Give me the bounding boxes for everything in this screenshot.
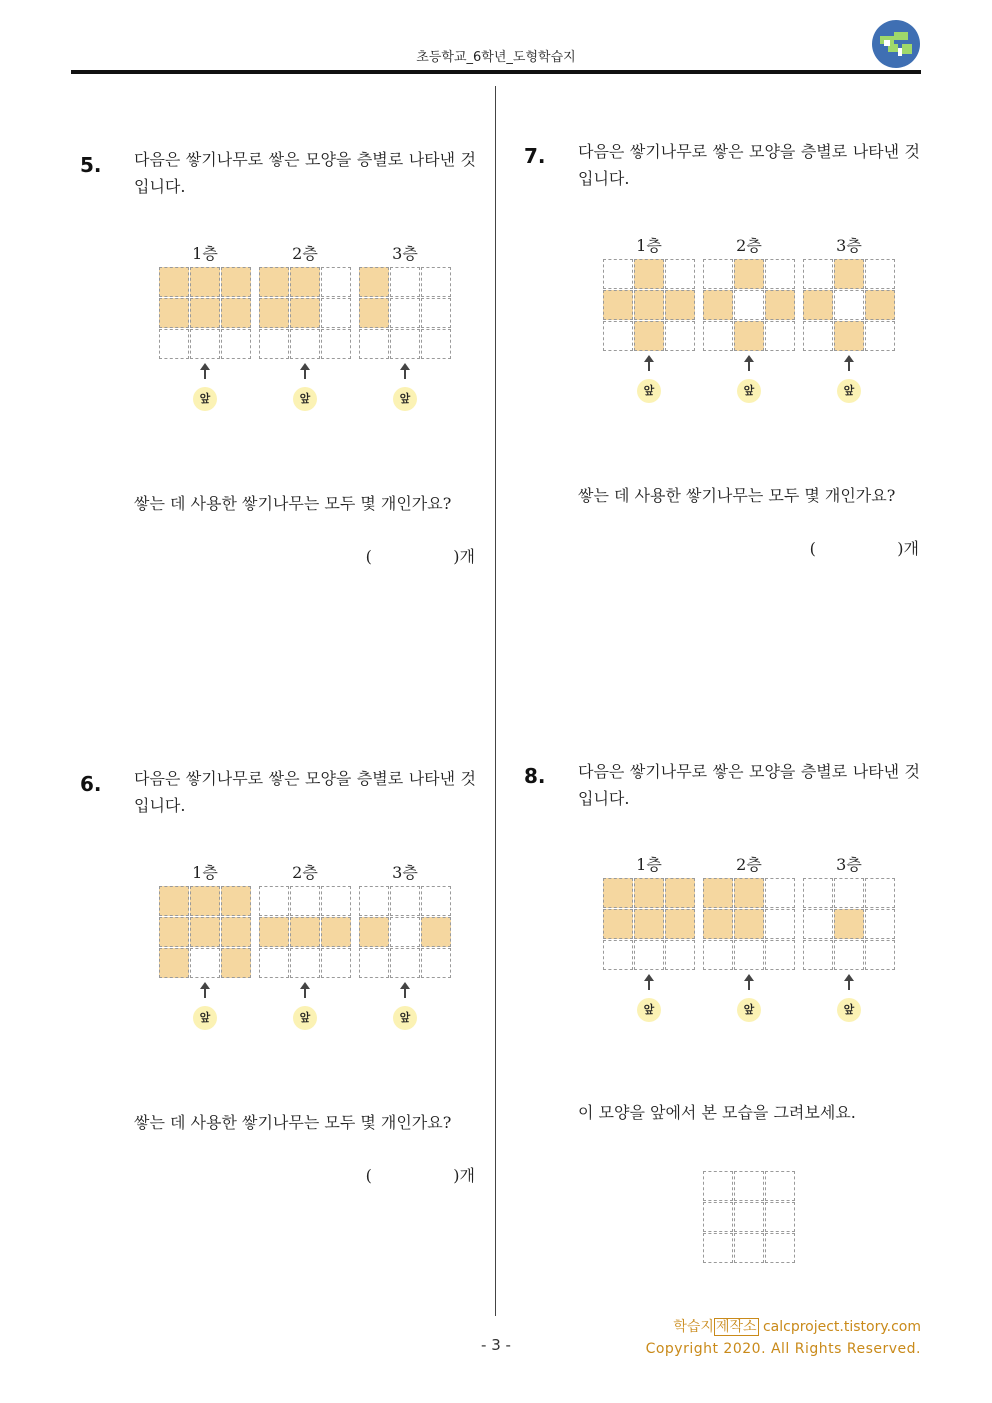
arrow-up-icon [204,367,206,379]
header-divider [71,70,921,74]
filled-cell [665,909,695,939]
filled-cell [259,267,289,297]
filled-cell [290,917,320,947]
empty-cell [321,886,351,916]
filled-cell [603,909,633,939]
empty-cell [834,290,864,320]
empty-cell [803,878,833,908]
empty-cell [259,948,289,978]
filled-cell [221,917,251,947]
filled-cell [634,259,664,289]
footer-brand [673,1316,921,1336]
empty-cell [290,948,320,978]
empty-cell [603,940,633,970]
answer-blank[interactable]: ( )개 [365,1166,475,1185]
empty-cell [665,940,695,970]
empty-cell [359,329,389,359]
filled-cell [321,917,351,947]
empty-cell [390,886,420,916]
layer-grid [703,259,795,351]
brand-boxed: 제작소 [715,1319,757,1335]
filled-cell [634,321,664,351]
filled-cell [159,298,189,328]
filled-cell [865,290,895,320]
empty-cell [834,878,864,908]
front-badge: 앞 [637,998,661,1022]
empty-cell [390,298,420,328]
brand-prefix: 학습지 [673,1319,714,1335]
layer-grid [703,878,795,970]
filled-cell [665,878,695,908]
filled-cell [634,909,664,939]
empty-cell [734,940,764,970]
filled-cell [634,878,664,908]
front-badge: 앞 [637,379,661,403]
empty-cell [765,878,795,908]
empty-cell [665,321,695,351]
arrow-up-icon [304,986,306,998]
question-text: 쌓는 데 사용한 쌓기나무는 모두 몇 개인가요? [578,486,896,505]
filled-cell [259,298,289,328]
header-title: 초등학교_6학년_도형학습지 [416,50,576,65]
question-text: 이 모양을 앞에서 본 모습을 그려보세요. [578,1103,856,1122]
front-badge: 앞 [293,387,317,411]
filled-cell [703,909,733,939]
filled-cell [221,298,251,328]
filled-cell [734,878,764,908]
empty-cell [803,259,833,289]
empty-cell [834,940,864,970]
empty-cell [421,886,451,916]
empty-cell [359,886,389,916]
filled-cell [421,917,451,947]
filled-cell [803,290,833,320]
layer-label: 3층 [392,244,418,263]
empty-cell [321,267,351,297]
layer-grid [159,267,251,359]
arrow-up-icon [204,986,206,998]
answer-blank[interactable]: ( )개 [809,539,919,558]
empty-cell [703,321,733,351]
empty-cell [359,948,389,978]
layer-label: 1층 [192,244,218,263]
filled-cell [765,290,795,320]
front-badge: 앞 [837,998,861,1022]
empty-cell [390,917,420,947]
empty-cell [765,1171,795,1201]
empty-cell [290,329,320,359]
layer-label: 1층 [192,863,218,882]
layer-label: 2층 [292,244,318,263]
layer-label: 3층 [836,236,862,255]
filled-cell [159,267,189,297]
problem-number: 7. [524,144,546,168]
empty-cell [421,948,451,978]
front-badge: 앞 [393,387,417,411]
filled-cell [703,878,733,908]
filled-cell [359,267,389,297]
layer-grid [703,1171,795,1263]
filled-cell [834,321,864,351]
layer-grid [259,267,351,359]
filled-cell [190,298,220,328]
layer-grid [259,886,351,978]
question-text: 쌓는 데 사용한 쌓기나무는 모두 몇 개인가요? [134,1113,452,1132]
empty-cell [703,259,733,289]
problem-text: 다음은 쌓기나무로 쌓은 모양을 층별로 나타낸 것입니다. [134,150,476,196]
empty-cell [865,321,895,351]
empty-cell [765,1233,795,1263]
front-badge: 앞 [393,1006,417,1030]
page-number: - 3 - [481,1336,511,1354]
empty-cell [421,267,451,297]
empty-cell [703,940,733,970]
empty-cell [765,909,795,939]
filled-cell [603,878,633,908]
filled-cell [259,917,289,947]
empty-cell [865,909,895,939]
arrow-up-icon [304,367,306,379]
empty-cell [865,878,895,908]
empty-cell [603,321,633,351]
layer-grid [803,878,895,970]
empty-cell [321,298,351,328]
filled-cell [159,948,189,978]
arrow-up-icon [648,359,650,371]
layer-label: 1층 [636,855,662,874]
empty-cell [734,1233,764,1263]
empty-cell [803,909,833,939]
filled-cell [190,886,220,916]
filled-cell [290,267,320,297]
filled-cell [734,321,764,351]
front-badge: 앞 [837,379,861,403]
problem-number: 5. [80,153,102,177]
front-badge: 앞 [737,379,761,403]
empty-cell [190,948,220,978]
empty-cell [734,1202,764,1232]
filled-cell [190,917,220,947]
layer-label: 3층 [836,855,862,874]
filled-cell [159,917,189,947]
arrow-up-icon [748,978,750,990]
problem-text: 다음은 쌓기나무로 쌓은 모양을 층별로 나타낸 것입니다. [134,769,476,815]
filled-cell [734,259,764,289]
layer-grid [603,259,695,351]
filled-cell [159,886,189,916]
front-badge: 앞 [293,1006,317,1030]
layer-label: 2층 [736,236,762,255]
question-text: 쌓는 데 사용한 쌓기나무는 모두 몇 개인가요? [134,494,452,513]
filled-cell [359,917,389,947]
empty-cell [703,1202,733,1232]
empty-cell [765,1202,795,1232]
filled-cell [190,267,220,297]
empty-cell [390,948,420,978]
answer-blank[interactable]: ( )개 [365,547,475,566]
empty-cell [421,298,451,328]
brand-url: calcproject.tistory.com [758,1319,921,1335]
arrow-up-icon [404,986,406,998]
filled-cell [703,290,733,320]
filled-cell [359,298,389,328]
filled-cell [221,886,251,916]
arrow-up-icon [848,359,850,371]
layer-label: 1층 [636,236,662,255]
empty-cell [390,329,420,359]
empty-cell [734,1171,764,1201]
arrow-up-icon [648,978,650,990]
empty-cell [703,1233,733,1263]
arrow-up-icon [848,978,850,990]
empty-cell [259,886,289,916]
layer-grid [359,267,451,359]
empty-cell [803,940,833,970]
filled-cell [634,290,664,320]
filled-cell [665,290,695,320]
empty-cell [865,940,895,970]
empty-cell [221,329,251,359]
problem-number: 6. [80,772,102,796]
layer-grid [159,886,251,978]
empty-cell [634,940,664,970]
layer-label: 2층 [292,863,318,882]
filled-cell [734,909,764,939]
arrow-up-icon [404,367,406,379]
empty-cell [703,1171,733,1201]
layer-grid [603,878,695,970]
empty-cell [321,948,351,978]
front-badge: 앞 [737,998,761,1022]
arrow-up-icon [748,359,750,371]
filled-cell [221,948,251,978]
filled-cell [221,267,251,297]
footer-copyright: Copyright 2020. All Rights Reserved. [645,1341,921,1357]
empty-cell [259,329,289,359]
empty-cell [390,267,420,297]
front-badge: 앞 [193,1006,217,1030]
problem-text: 다음은 쌓기나무로 쌓은 모양을 층별로 나타낸 것입니다. [578,762,920,808]
empty-cell [159,329,189,359]
layer-grid [359,886,451,978]
problem-number: 8. [524,764,546,788]
column-divider [495,86,496,1316]
empty-cell [865,259,895,289]
layer-grid [803,259,895,351]
empty-cell [765,321,795,351]
empty-cell [665,259,695,289]
empty-cell [765,940,795,970]
empty-cell [803,321,833,351]
filled-cell [290,298,320,328]
filled-cell [834,259,864,289]
empty-cell [421,329,451,359]
empty-cell [321,329,351,359]
empty-cell [190,329,220,359]
empty-cell [765,259,795,289]
filled-cell [834,909,864,939]
empty-cell [290,886,320,916]
empty-cell [603,259,633,289]
empty-cell [734,290,764,320]
problem-text: 다음은 쌓기나무로 쌓은 모양을 층별로 나타낸 것입니다. [578,142,920,188]
front-badge: 앞 [193,387,217,411]
grid-logo-icon [872,20,920,68]
layer-label: 2층 [736,855,762,874]
filled-cell [603,290,633,320]
layer-label: 3층 [392,863,418,882]
